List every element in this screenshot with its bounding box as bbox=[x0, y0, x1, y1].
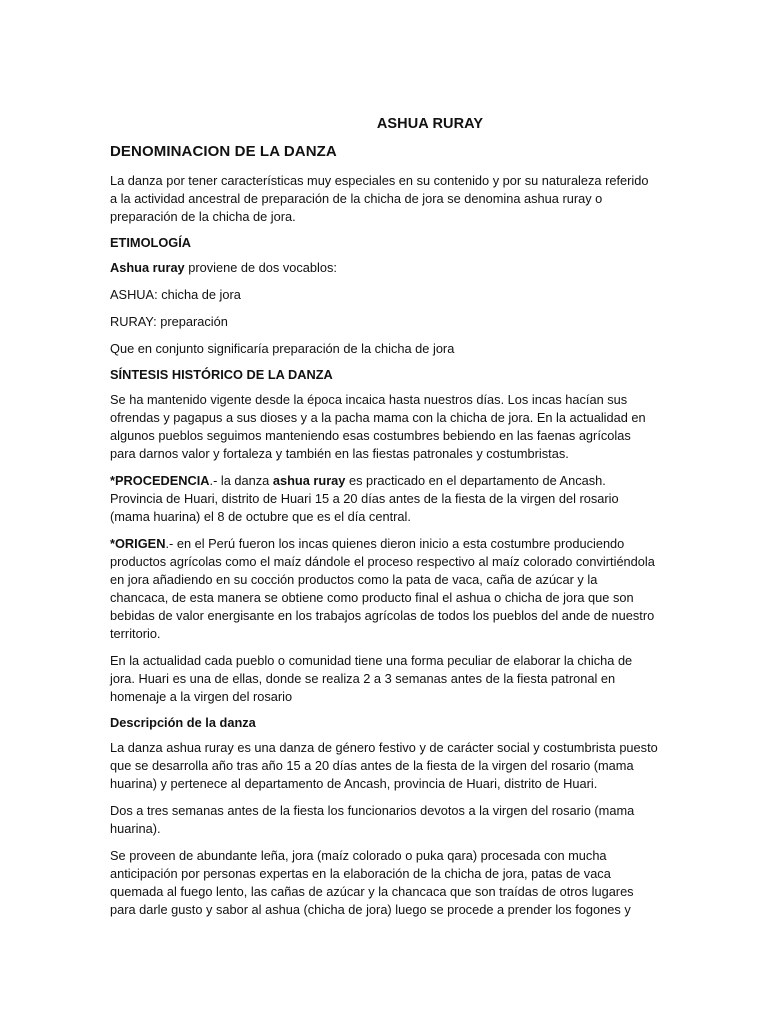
line-ruray: RURAY: preparación bbox=[110, 314, 228, 329]
paragraph-sintesis: Se ha mantenido vigente desde la época incaica hasta nuestros días. Los incas hacían sus ofrendas y pagapus a sus dioses y a la pacha mama con la chicha de jora. En la actualidad en algunos pueblos seguimos manteniendo esas costumbres bebiendo en las faenas agrícolas para darnos valor y fortaleza y también en las fiestas patronales y costumbristas. bbox=[110, 392, 646, 461]
paragraph-descripcion: La danza ashua ruray es una danza de género festivo y de carácter social y costumbrista puesto que se desarrolla año tras año 15 a 20 días antes de la fiesta de la virgen del rosario (mama huarina) y pertenece al departamento de Ancash, provincia de Huari, distrito de Huari. bbox=[110, 740, 658, 791]
procedencia-text-1: .- la danza bbox=[209, 473, 273, 488]
paragraph-provee: Se proveen de abundante leña, jora (maíz colorado o puka qara) procesada con mucha anticipación por personas expertas en la elaboración de la chicha de jora, patas de vaca quemada al fuego lento, las cañas de azúcar y la chancaca que son traídas de otros lugares para darle gusto y sabor al ashua (chicha de jora) luego se procede a prender los fogones y bbox=[110, 848, 634, 917]
procedencia-bold: ashua ruray bbox=[272, 473, 346, 488]
origen-text: .- en el Perú fueron los incas quienes dieron inicio a esta costumbre produciendo productos agrícolas como el maíz dándole el proceso respectivo al maíz colorado convirtiéndola en jora añadiendo en su cocción productos como la pata de vaca, caña de azúcar y la chancaca, de esta manera se obtiene como producto final el ashua o chicha de jora que son bebidas de valor energisante en los trabajos agrícolas de todos los pueblos del ande de nuestro territorio. bbox=[110, 536, 655, 641]
line-conjunto: Que en conjunto significaría preparación de la chicha de jora bbox=[110, 341, 455, 356]
procedencia-text-2: es practicado en el departamento de Ancash. Provincia de Huari, distrito de Huari 15 a 20 días antes de la fiesta de la virgen del rosario (mama huarina) el 8 de octubre que es el día central. bbox=[110, 473, 619, 524]
paragraph-actualidad: En la actualidad cada pueblo o comunidad tiene una forma peculiar de elaborar la chicha de jora. Huari es una de ellas, donde se realiza 2 a 3 semanas antes de la fiesta patronal en homenaje a la virgen del rosario bbox=[110, 653, 633, 704]
line-ashua: ASHUA: chicha de jora bbox=[110, 287, 241, 302]
heading-descripcion: Descripción de la danza bbox=[110, 715, 256, 730]
etimologia-rest: proviene de dos vocablos: bbox=[184, 260, 337, 275]
etimologia-term: Ashua ruray bbox=[110, 260, 185, 275]
paragraph-denominacion: La danza por tener características muy especiales en su contenido y por su naturaleza referido a la actividad ancestral de preparación de la chicha de jora se denomina ashua ruray o preparación de la chicha de jora. bbox=[110, 173, 649, 224]
heading-sintesis: SÍNTESIS HISTÓRICO DE LA DANZA bbox=[110, 367, 333, 382]
procedencia-label: *PROCEDENCIA bbox=[110, 473, 210, 488]
heading-etimologia: ETIMOLOGÍA bbox=[110, 235, 192, 250]
document-title: ASHUA RURAY bbox=[376, 116, 484, 132]
paragraph-etimologia-intro bbox=[110, 259, 658, 277]
heading-denominacion: DENOMINACION DE LA DANZA bbox=[110, 143, 337, 160]
paragraph-procedencia bbox=[110, 472, 658, 526]
origen-label: *ORIGEN bbox=[110, 536, 166, 551]
paragraph-semanas: Dos a tres semanas antes de la fiesta los funcionarios devotos a la virgen del rosario (mama huarina). bbox=[110, 803, 635, 836]
paragraph-origen bbox=[110, 535, 658, 643]
